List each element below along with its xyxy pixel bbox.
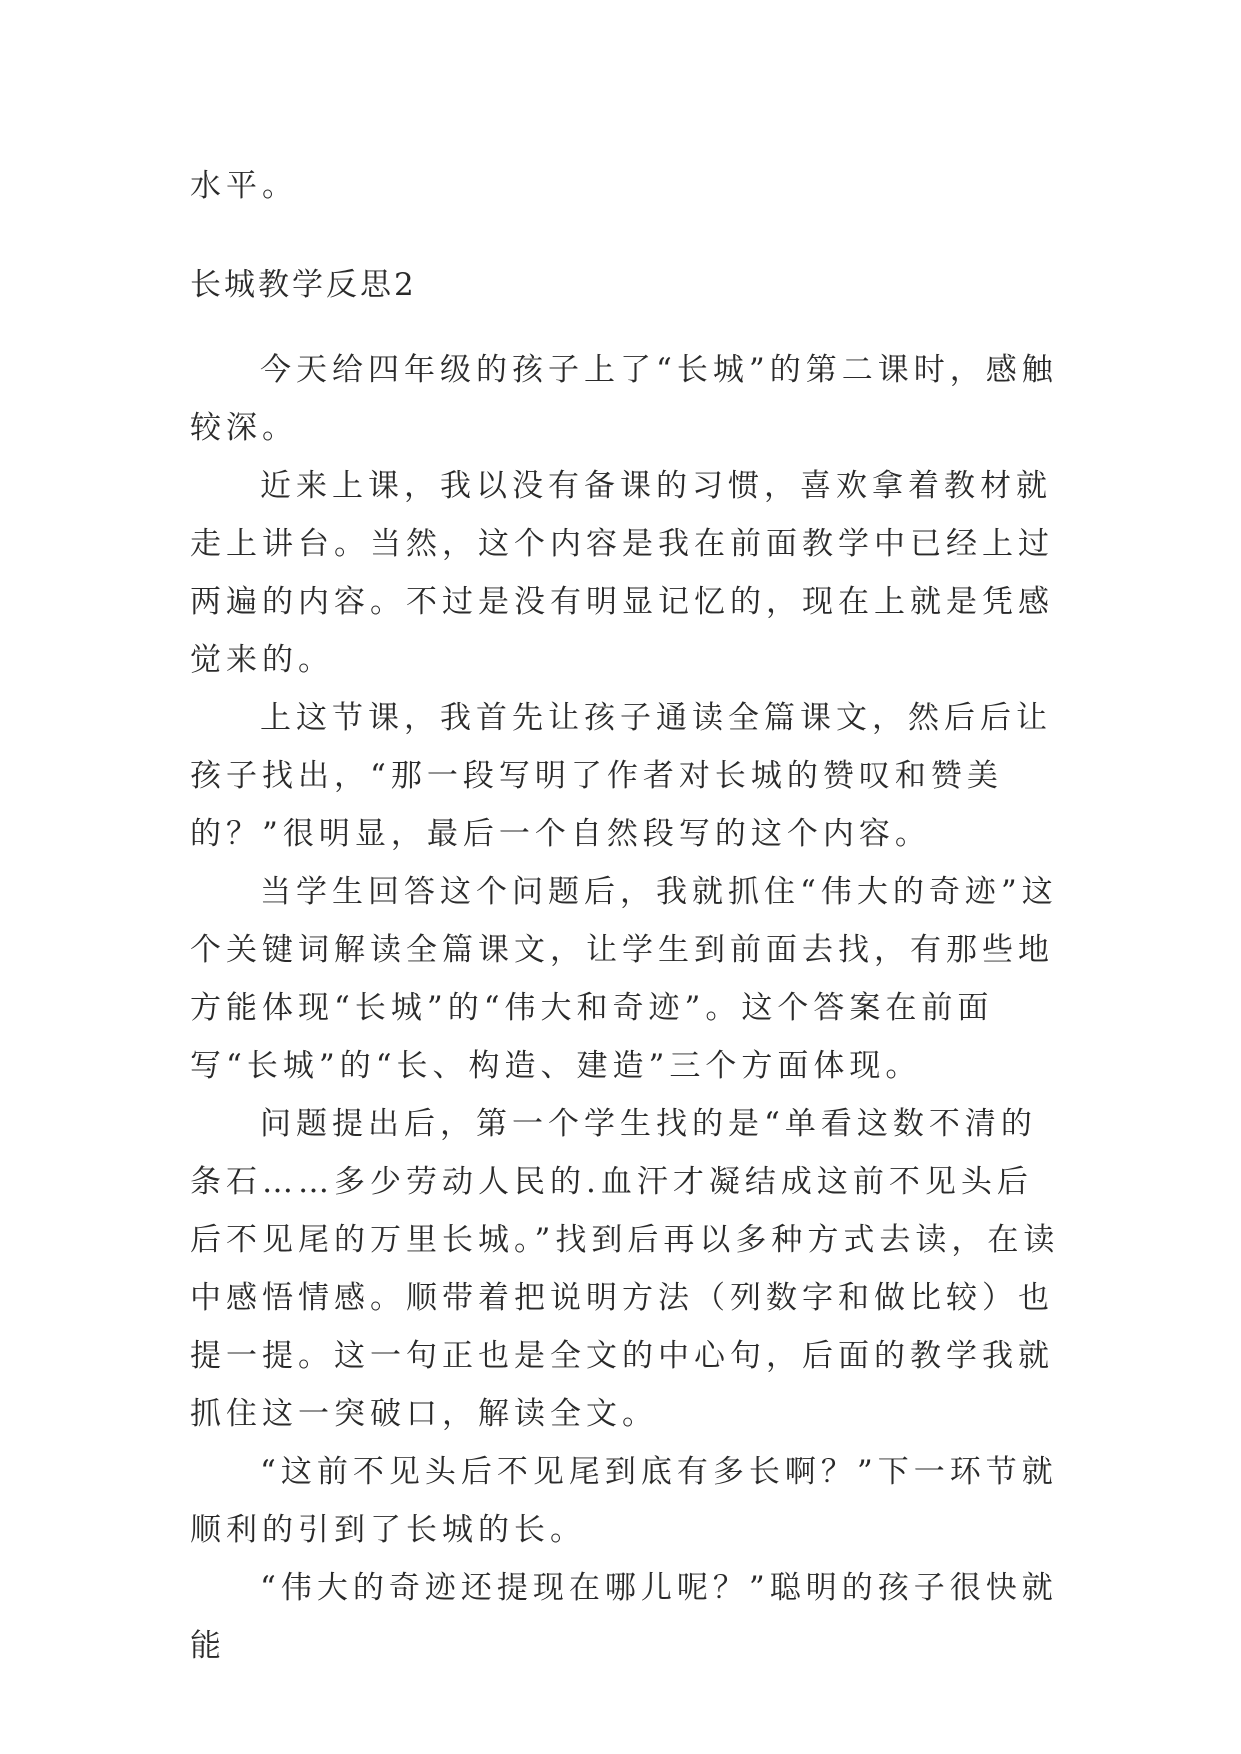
fragment-text-block — [190, 157, 1060, 215]
section-heading-block — [190, 256, 1060, 314]
paragraph-1: 今天给四年级的孩子上了“长城”的第二课时，感触较深。 — [190, 352, 1058, 446]
paragraph-7: “伟大的奇迹还提现在哪儿呢？”聪明的孩子很快就能 — [190, 1570, 1058, 1664]
section-heading: 长城教学反思2 — [190, 267, 417, 303]
paragraph-6: “这前不见头后不见尾到底有多长啊？”下一环节就顺利的引到了长城的长。 — [190, 1454, 1058, 1548]
continued-fragment: 水平。 — [190, 168, 298, 204]
paragraph-3: 上这节课，我首先让孩子通读全篇课文，然后后让孩子找出，“那一段写明了作者对长城的赞叹和赞美的？”很明显，最后一个自然段写的这个内容。 — [190, 700, 1052, 852]
paragraph-2: 近来上课，我以没有备课的习惯，喜欢拿着教材就走上讲台。当然，这个内容是我在前面教学中已经上过两遍的内容。不过是没有明显记忆的，现在上就是凭感觉来的。 — [190, 468, 1054, 678]
paragraph-4: 当学生回答这个问题后，我就抓住“伟大的奇迹”这个关键词解读全篇课文，让学生到前面去找，有那些地方能体现“长城”的“伟大和奇迹”。这个答案在前面写“长城”的“长、构造、建造”三个方面体现。 — [190, 874, 1058, 1084]
paragraph-5: 问题提出后，第一个学生找的是“单看这数不清的条石……多少劳动人民的.血汗才凝结成这前不见头后后不见尾的万里长城。”找到后再以多种方式去读，在读中感悟情感。顺带着把说明方法（列数字和做比较）也提一提。这一句正也是全文的中心句，后面的教学我就抓住这一突破口，解读全文。 — [190, 1106, 1060, 1432]
body-text — [190, 341, 1060, 1675]
